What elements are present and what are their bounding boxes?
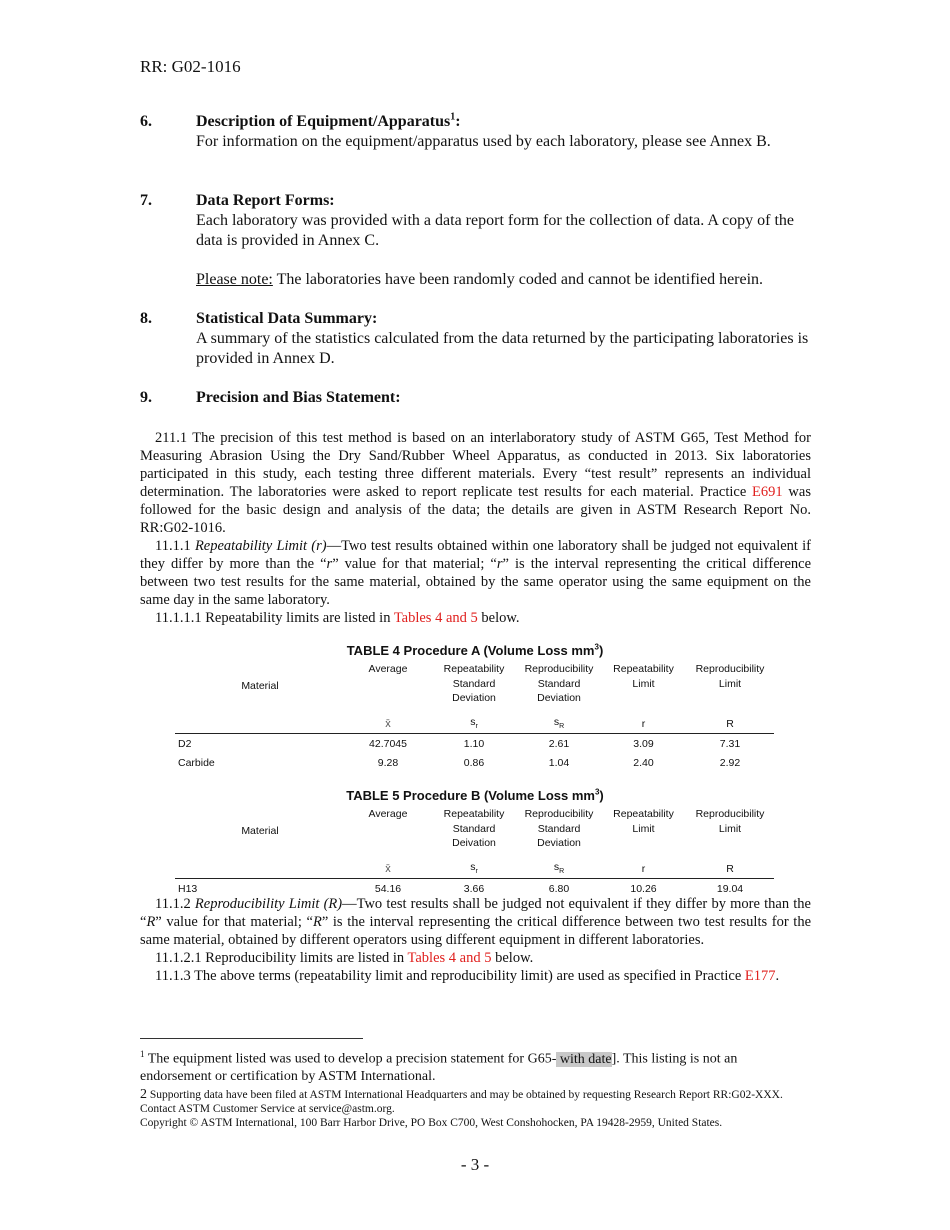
symbol-R: R <box>686 710 774 734</box>
table-header-row <box>175 662 774 710</box>
section-number: 7. <box>140 192 152 209</box>
section-9 <box>140 388 820 408</box>
col-header: Repeatability Limit <box>613 663 674 690</box>
section-7 <box>140 191 820 290</box>
table-header-row <box>175 807 774 855</box>
material-cell: H13 <box>178 882 198 895</box>
section-number: 6. <box>140 113 152 130</box>
section-text: For information on the equipment/apparatus used by each laboratory, please see Annex B. <box>196 133 771 150</box>
material-header: Material <box>241 680 279 692</box>
col-header: Reproducibility Standard Deviation <box>524 808 594 849</box>
x-bar-icon <box>385 718 391 730</box>
section-8 <box>140 309 820 369</box>
tables-link[interactable]: Tables 4 and 5 <box>407 950 492 966</box>
highlighted-placeholder: with date <box>556 1051 612 1067</box>
material-cell: D2 <box>178 737 192 750</box>
paragraph-11-1-1: 11.1.1 Repeatability Limit (r)—Two test results obtained within one laboratory shall be judged not equivalent if they differ by more than the “r” value for that material; “r” is the interval representing the critical difference between two test results for the same material, obtained by the same operator using the same equipment on the same day in the same laboratory. <box>140 538 812 608</box>
note-text: The laboratories have been randomly coded and cannot be identified herein. <box>272 271 764 288</box>
symbol-R: R <box>686 855 774 879</box>
table-row <box>175 753 774 772</box>
symbol-r: r <box>601 710 686 734</box>
table5 <box>175 807 774 898</box>
value-cell: 9.28 <box>377 756 399 769</box>
col-header: Reproducibility Standard Deviation <box>524 663 594 704</box>
value-cell: 54.16 <box>374 882 402 895</box>
note-label: Please note: <box>196 271 273 288</box>
value-cell: 6.80 <box>548 882 570 895</box>
e177-link[interactable]: E177 <box>744 968 776 984</box>
section-number: 9. <box>140 389 152 406</box>
tables-link[interactable]: Tables 4 and 5 <box>393 610 478 626</box>
report-header: RR: G02-1016 <box>140 57 241 76</box>
note <box>196 270 820 290</box>
value-cell: 3.09 <box>633 737 654 750</box>
section-number: 8. <box>140 310 152 327</box>
col-header: Reproducibility Limit <box>695 808 765 835</box>
section-text: A summary of the statistics calculated from the data returned by the participating laboratories is provided in Annex D. <box>196 330 809 367</box>
precision-paragraphs <box>140 429 811 627</box>
value-cell: 19.04 <box>716 882 744 895</box>
footnote-divider <box>140 1038 363 1039</box>
paragraph-11-1-1-1: 11.1.1.1 Repeatability limits are listed in Tables 4 and 5 below. <box>155 610 520 626</box>
col-header: Reproducibility Limit <box>695 663 765 690</box>
section-title: Data Report Forms: <box>196 192 335 209</box>
table4 <box>175 662 774 772</box>
footnote-2: 2 Supporting data have been filed at ASTM International Headquarters and may be obtained by requesting Research Report RR:G02-XXX. Contact ASTM Customer Service at service@astm.org. Copyright © ASTM International, 100 Barr Harbor Drive, PO Box C700, West Conshohocken, PA 19428-2959, United States. <box>140 1088 810 1130</box>
value-cell: 1.04 <box>548 756 570 769</box>
value-cell: 3.66 <box>463 882 485 895</box>
paragraph-11-1-2: 11.1.2 Reproducibility Limit (R)—Two test results shall be judged not equivalent if they differ by more than the “R” value for that material; “R” is the interval representing the critical difference between two test results for the same material, obtained by different operators using different equipment in different laboratories. <box>140 896 812 948</box>
material-cell: Carbide <box>178 756 215 769</box>
col-header: Repeatability Standard Deivation <box>443 808 505 849</box>
section-title: Description of Equipment/Apparatus$^1$: <box>196 111 461 130</box>
section-title: Precision and Bias Statement: <box>196 389 401 406</box>
reproducibility-paragraphs <box>140 895 811 985</box>
symbol-sR: $s_R$ <box>517 855 601 879</box>
symbol-sr: $s_r$ <box>431 855 517 879</box>
col-header: Repeatability Limit <box>613 808 674 835</box>
page-number: - 3 - <box>460 1155 490 1174</box>
symbol-r: r <box>601 855 686 879</box>
value-cell: 1.10 <box>463 737 485 750</box>
footnote-1: $^1$ The equipment listed was used to develop a precision statement for G65- with date]. This listing is not an endorsement or certification by ASTM International. <box>140 1049 738 1084</box>
value-cell: 10.26 <box>630 882 657 895</box>
col-header: Average <box>368 808 408 820</box>
value-cell: 2.40 <box>633 756 654 769</box>
table5-title: TABLE 5 Procedure B (Volume Loss $mm^3$) <box>346 787 604 803</box>
table-row <box>175 734 774 754</box>
col-header: Average <box>368 663 408 675</box>
value-cell: 7.31 <box>719 737 741 750</box>
symbol-sr: $s_r$ <box>431 710 517 734</box>
section-title: Statistical Data Summary: <box>196 310 378 327</box>
value-cell: 2.61 <box>548 737 570 750</box>
paragraph-211-1: 211.1 The precision of this test method is based on an interlaboratory study of ASTM G65, Test Method for Measuring Abrasion Using the Dry Sand/Rubber Wheel Apparatus, as conducted in 2013. Six laboratories participated in this study, each testing three different materials. Every “test result” represents an individual determination. The laboratories were asked to report replicate test results for each material. Practice E691 was followed for the basic design and analysis of the data; the details are given in ASTM Research Report No. RR:G02-1016. <box>140 430 811 536</box>
symbol-row <box>175 855 774 879</box>
section-6 <box>140 112 820 152</box>
section-text: Each laboratory was provided with a data report form for the collection of data. A copy of the data is provided in Annex C. <box>196 212 795 249</box>
value-cell: 42.7045 <box>369 737 407 750</box>
table4-title: TABLE 4 Procedure A (Volume Loss $mm^3$) <box>346 642 604 658</box>
footnote-ref[interactable]: 1 <box>450 111 456 123</box>
col-header: Repeatability Standard Deviation <box>443 663 505 704</box>
value-cell: 2.92 <box>719 756 741 769</box>
paragraph-11-1-2-1: 11.1.2.1 Reproducibility limits are listed in Tables 4 and 5 below. <box>155 950 534 966</box>
e691-link[interactable]: E691 <box>752 484 783 500</box>
symbol-sR: $s_R$ <box>517 710 601 734</box>
material-header: Material <box>241 825 279 837</box>
symbol-row <box>175 710 774 734</box>
x-bar-icon <box>385 863 391 875</box>
value-cell: 0.86 <box>463 756 485 769</box>
copyright-line: Copyright © ASTM International, 100 Barr Harbor Drive, PO Box C700, West Conshohocken, PA 19428-2959, United States. <box>140 1117 723 1129</box>
paragraph-11-1-3: 11.1.3 The above terms (repeatability limit and reproducibility limit) are used as specified in Practice E177. <box>155 968 780 984</box>
